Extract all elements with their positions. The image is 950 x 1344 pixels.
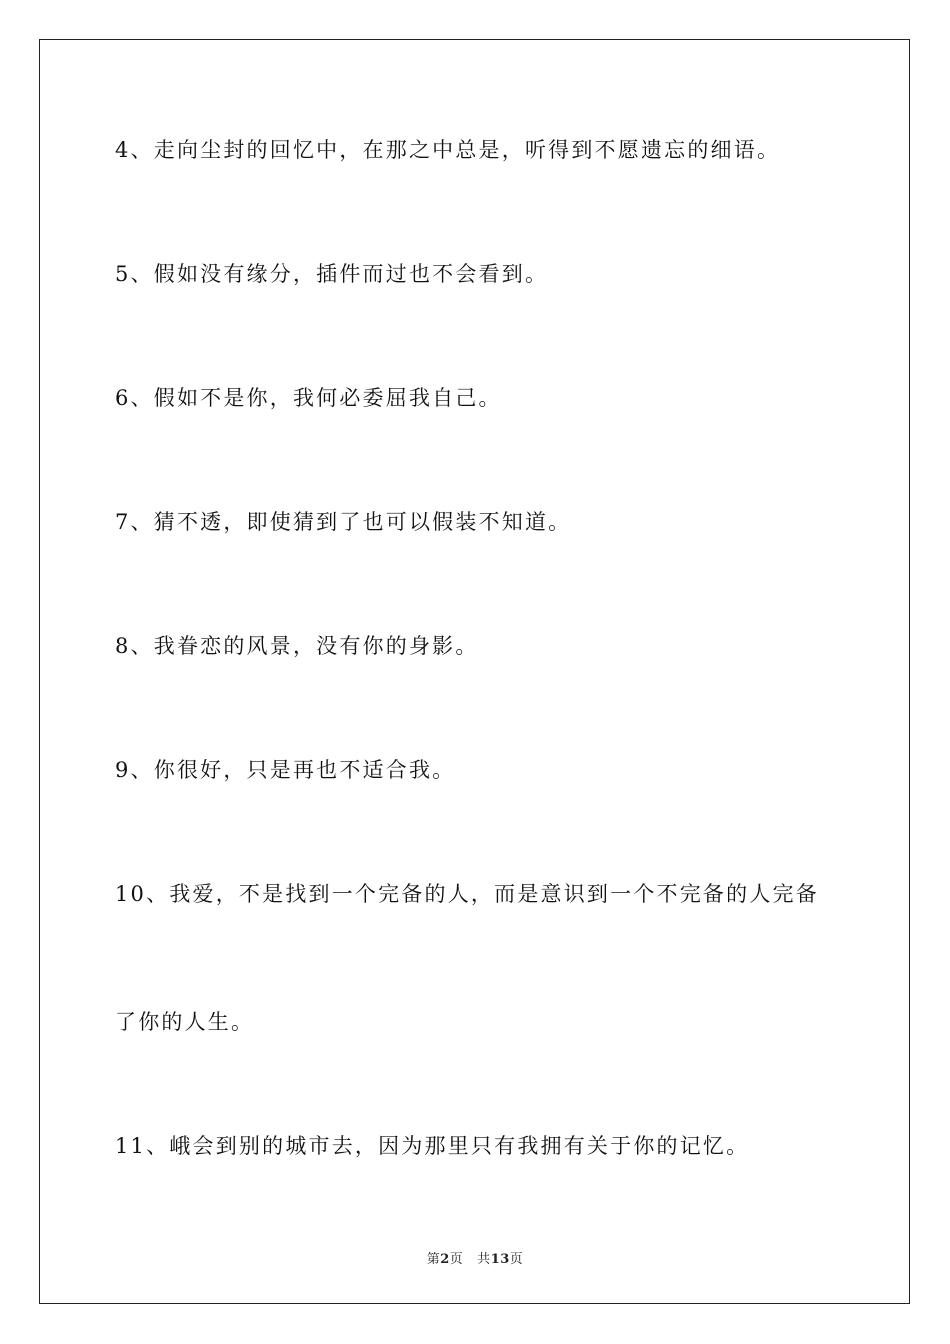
text-line-9: 9、你很好，只是再也不适合我。 xyxy=(115,758,456,782)
page-prefix: 第 xyxy=(426,1252,441,1267)
page-footer xyxy=(0,1248,950,1267)
text-line-10-continued: 了你的人生。 xyxy=(115,1010,255,1034)
page-suffix: 页 xyxy=(449,1252,464,1267)
text-line-8: 8、我眷恋的风景，没有你的身影。 xyxy=(115,634,479,658)
text-line-10: 10、我爱，不是找到一个完备的人，而是意识到一个不完备的人完备 xyxy=(115,882,819,906)
text-line-11: 11、峨会到别的城市去，因为那里只有我拥有关于你的记忆。 xyxy=(115,1134,750,1158)
total-prefix: 共 xyxy=(477,1252,491,1267)
total-suffix: 页 xyxy=(509,1252,524,1267)
text-line-6: 6、假如不是你，我何必委屈我自己。 xyxy=(115,386,502,410)
page-frame xyxy=(39,39,910,1304)
page-number: 2 xyxy=(440,1252,450,1267)
text-line-7: 7、猜不透，即使猜到了也可以假装不知道。 xyxy=(115,510,572,534)
text-line-4: 4、走向尘封的回忆中，在那之中总是，听得到不愿遗忘的细语。 xyxy=(115,138,781,162)
text-line-5: 5、假如没有缘分，插件而过也不会看到。 xyxy=(115,262,549,286)
total-pages: 13 xyxy=(490,1252,510,1267)
